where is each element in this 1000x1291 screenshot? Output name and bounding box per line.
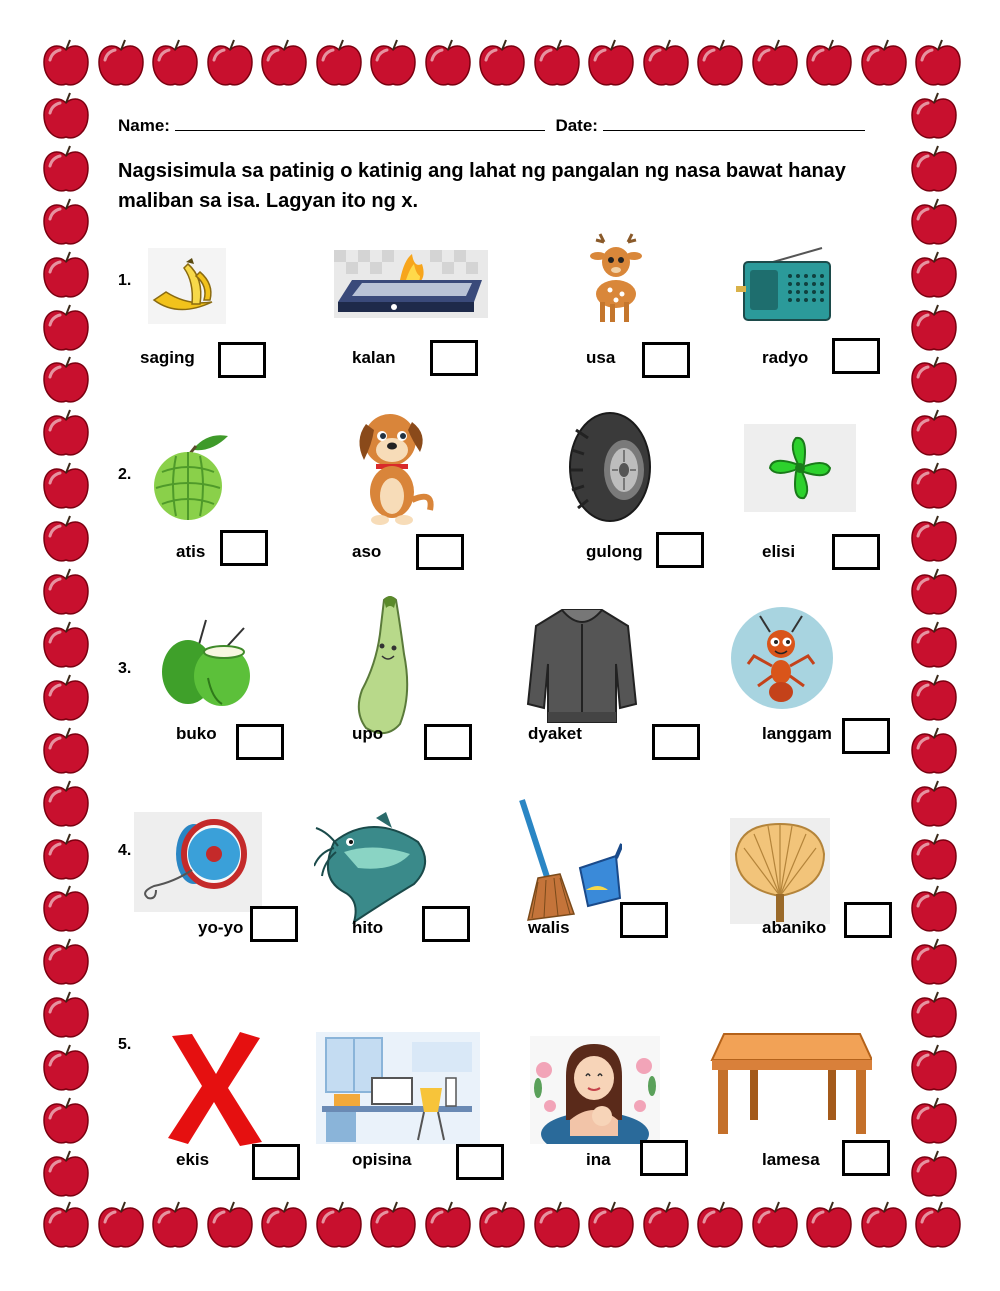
checkbox-dyaket[interactable]	[652, 724, 700, 760]
word-ina: ina	[586, 1150, 611, 1169]
checkbox-kalan[interactable]	[430, 340, 478, 376]
apple-icon	[40, 726, 92, 778]
checkbox-hito[interactable]	[422, 906, 470, 942]
radio-icon	[736, 246, 834, 324]
apple-icon	[908, 1096, 960, 1148]
apple-icon	[908, 620, 960, 672]
apple-icon	[313, 38, 365, 90]
apple-icon	[95, 38, 147, 90]
checkbox-lamesa[interactable]	[842, 1140, 890, 1176]
apple-icon	[531, 1200, 583, 1252]
checkbox-ekis[interactable]	[252, 1144, 300, 1180]
apple-icon	[908, 567, 960, 619]
checkbox-abaniko[interactable]	[844, 902, 892, 938]
sugar-apple-icon	[148, 430, 230, 522]
apple-icon	[858, 38, 910, 90]
apple-icon	[640, 1200, 692, 1252]
office-icon	[316, 1032, 480, 1144]
checkbox-buko[interactable]	[236, 724, 284, 760]
apple-icon	[908, 884, 960, 936]
name-date-header	[118, 116, 865, 136]
word-upo: upo	[352, 724, 384, 743]
apple-icon	[476, 38, 528, 90]
apple-icon	[40, 832, 92, 884]
checkbox-langgam[interactable]	[842, 718, 890, 754]
apple-icon	[40, 144, 92, 196]
apple-icon	[313, 1200, 365, 1252]
checkbox-elisi[interactable]	[832, 534, 880, 570]
apple-icon	[803, 1200, 855, 1252]
apple-icon	[40, 567, 92, 619]
word-hito: hito	[352, 918, 384, 937]
apple-icon	[908, 355, 960, 407]
checkbox-opisina[interactable]	[456, 1144, 504, 1180]
apple-icon	[908, 990, 960, 1042]
apple-icon	[908, 1043, 960, 1095]
apple-icon	[40, 250, 92, 302]
checkbox-saging[interactable]	[218, 342, 266, 378]
apple-icon	[204, 38, 256, 90]
apple-icon	[585, 38, 637, 90]
apple-icon	[40, 91, 92, 143]
apple-icon	[585, 1200, 637, 1252]
propeller-icon	[744, 424, 856, 512]
apple-icon	[40, 197, 92, 249]
checkbox-walis[interactable]	[620, 902, 668, 938]
apple-icon	[749, 1200, 801, 1252]
word-ekis: ekis	[176, 1150, 210, 1169]
checkbox-aso[interactable]	[416, 534, 464, 570]
apple-icon	[204, 1200, 256, 1252]
apple-icon	[40, 355, 92, 407]
apple-icon	[749, 38, 801, 90]
date-label: Date:	[555, 116, 598, 135]
ant-icon	[730, 606, 834, 710]
word-abaniko: abaniko	[762, 918, 827, 937]
apple-icon	[40, 514, 92, 566]
apple-icon	[40, 779, 92, 831]
apple-icon	[40, 1149, 92, 1201]
checkbox-usa[interactable]	[642, 342, 690, 378]
apple-icon	[149, 38, 201, 90]
word-dyaket: dyaket	[528, 724, 582, 743]
word-walis: walis	[528, 918, 570, 937]
row-number-2: 2.	[118, 466, 132, 483]
apple-icon	[367, 1200, 419, 1252]
word-yo-yo: yo-yo	[198, 918, 244, 937]
bottle-gourd-icon	[350, 594, 422, 738]
x-mark-icon	[168, 1030, 262, 1146]
hand-fan-icon	[730, 818, 830, 924]
apple-icon	[908, 1149, 960, 1201]
checkbox-ina[interactable]	[640, 1140, 688, 1176]
apple-icon	[908, 726, 960, 778]
word-langgam: langgam	[762, 724, 832, 743]
checkbox-yo-yo[interactable]	[250, 906, 298, 942]
tire-icon	[566, 410, 654, 524]
apple-icon	[422, 38, 474, 90]
word-gulong: gulong	[586, 542, 643, 561]
checkbox-upo[interactable]	[424, 724, 472, 760]
deer-icon	[570, 232, 666, 328]
apple-icon	[40, 1043, 92, 1095]
apple-icon	[531, 38, 583, 90]
apple-icon	[908, 461, 960, 513]
stove-icon	[334, 250, 488, 318]
word-radyo: radyo	[762, 348, 809, 367]
apple-icon	[908, 832, 960, 884]
apple-icon	[908, 144, 960, 196]
apple-icon	[908, 779, 960, 831]
apple-icon	[40, 461, 92, 513]
apple-icon	[476, 1200, 528, 1252]
apple-icon	[908, 937, 960, 989]
checkbox-radyo[interactable]	[832, 338, 880, 374]
word-saging: saging	[140, 348, 195, 367]
apple-icon	[40, 1096, 92, 1148]
apple-icon	[803, 38, 855, 90]
broom-icon	[516, 798, 622, 922]
apple-icon	[258, 1200, 310, 1252]
word-elisi: elisi	[762, 542, 796, 561]
table-icon	[710, 1030, 872, 1136]
word-usa: usa	[586, 348, 616, 367]
dog-icon	[350, 404, 440, 526]
apple-icon	[694, 1200, 746, 1252]
apple-icon	[908, 514, 960, 566]
apple-icon	[40, 620, 92, 672]
apple-icon	[258, 38, 310, 90]
yoyo-icon	[134, 812, 262, 912]
apple-icon	[422, 1200, 474, 1252]
apple-icon	[908, 250, 960, 302]
row-number-4: 4.	[118, 842, 132, 859]
apple-icon	[908, 303, 960, 355]
apple-icon	[40, 38, 92, 90]
word-lamesa: lamesa	[762, 1150, 820, 1169]
banana-icon	[148, 248, 226, 324]
apple-icon	[149, 1200, 201, 1252]
instruction-text: Nagsisimula sa patinig o katinig ang lahat ng pangalan ng nasa bawat hanay maliban sa isa. Lagyan ito ng x.	[118, 160, 846, 212]
apple-icon	[912, 38, 964, 90]
apple-icon	[908, 197, 960, 249]
word-aso: aso	[352, 542, 382, 561]
apple-icon	[908, 408, 960, 460]
apple-icon	[40, 408, 92, 460]
apple-icon	[40, 673, 92, 725]
jacket-icon	[524, 604, 640, 724]
apple-icon	[694, 38, 746, 90]
row-number-3: 3.	[118, 660, 132, 677]
name-field[interactable]	[175, 116, 545, 131]
apple-icon	[95, 1200, 147, 1252]
row-number-1: 1.	[118, 272, 132, 289]
coconut-icon	[158, 618, 254, 708]
date-field[interactable]	[603, 116, 865, 131]
apple-icon	[912, 1200, 964, 1252]
apple-icon	[858, 1200, 910, 1252]
word-atis: atis	[176, 542, 206, 561]
apple-icon	[908, 673, 960, 725]
catfish-icon	[314, 812, 436, 924]
word-buko: buko	[176, 724, 217, 743]
mother-icon	[530, 1036, 660, 1144]
apple-icon	[40, 937, 92, 989]
apple-icon	[40, 1200, 92, 1252]
apple-icon	[40, 884, 92, 936]
checkbox-gulong[interactable]	[656, 532, 704, 568]
row-number-5: 5.	[118, 1036, 132, 1053]
checkbox-atis[interactable]	[220, 530, 268, 566]
apple-icon	[40, 990, 92, 1042]
apple-icon	[640, 38, 692, 90]
word-opisina: opisina	[352, 1150, 412, 1169]
apple-icon	[908, 91, 960, 143]
word-kalan: kalan	[352, 348, 396, 367]
name-label: Name:	[118, 116, 170, 135]
apple-icon	[367, 38, 419, 90]
apple-icon	[40, 303, 92, 355]
